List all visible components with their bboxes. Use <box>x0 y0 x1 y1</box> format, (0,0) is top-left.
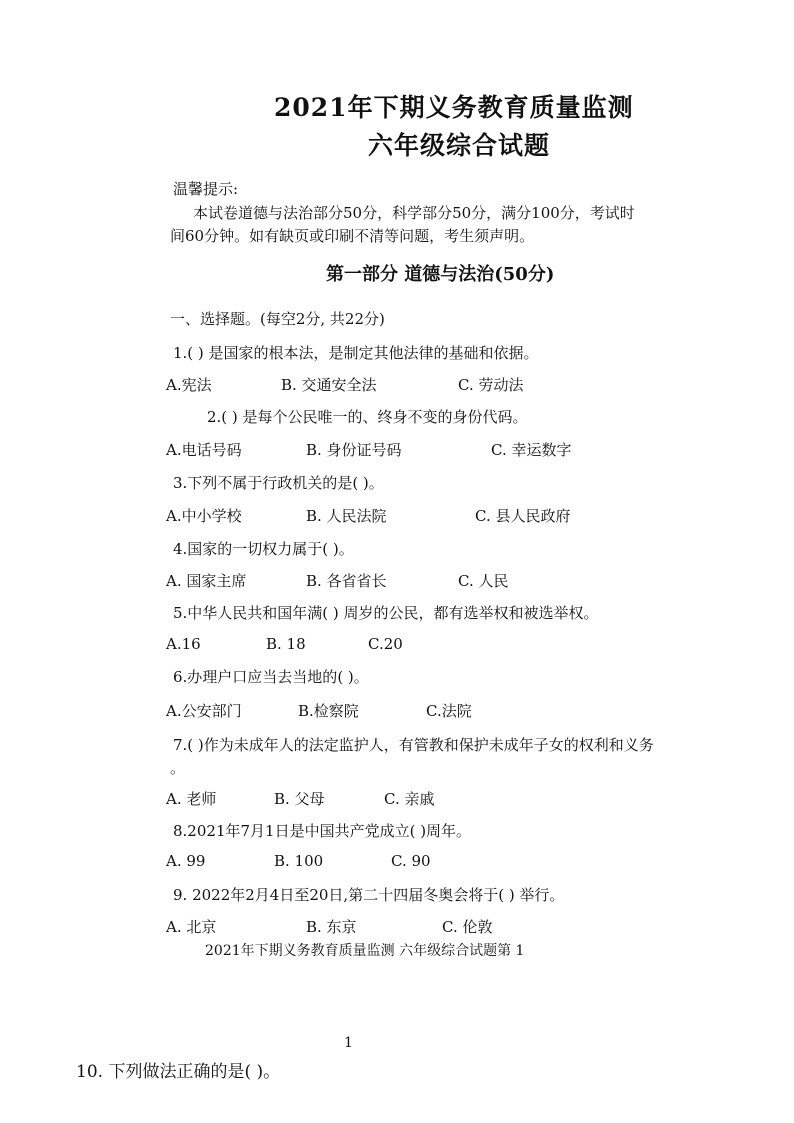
question-4: 4.国家的一切权力属于( )。 <box>173 540 354 558</box>
q8-option-c: C. 90 <box>391 852 431 870</box>
q7-option-c: C. 亲戚 <box>384 790 435 808</box>
q3-option-b: B. 人民法院 <box>306 507 387 525</box>
q9-option-b: B. 东京 <box>306 918 357 936</box>
q2-option-b: B. 身份证号码 <box>306 441 402 459</box>
exam-title-line1: 2021年下期义务教育质量监测 <box>274 93 634 122</box>
q9-option-a: A. 北京 <box>166 918 217 936</box>
q3-option-c: C. 县人民政府 <box>475 507 571 525</box>
q4-option-a: A. 国家主席 <box>166 572 247 590</box>
q2-option-c: C. 幸运数字 <box>491 441 572 459</box>
question-10: 10. 下列做法正确的是( )。 <box>76 1062 281 1082</box>
question-7-continuation: 。 <box>170 759 186 777</box>
running-footer: 2021年下期义务教育质量监测 六年级综合试题第 1 <box>205 943 525 959</box>
q8-option-a: A. 99 <box>166 852 206 870</box>
q6-option-a: A.公安部门 <box>166 702 242 720</box>
q4-option-c: C. 人民 <box>458 572 509 590</box>
q5-option-a: A.16 <box>166 635 201 653</box>
q1-option-c: C. 劳动法 <box>458 376 524 394</box>
tips-line1: 本试卷道德与法治部分50分，科学部分50分，满分100分，考试时 <box>193 204 635 222</box>
q8-option-b: B. 100 <box>274 852 324 870</box>
q1-option-a: A.宪法 <box>166 376 212 394</box>
q6-option-b: B.检察院 <box>298 702 359 720</box>
q9-option-c: C. 伦敦 <box>442 918 493 936</box>
question-2: 2.( ) 是每个公民唯一的、终身不变的身份代码。 <box>207 408 528 426</box>
question-3: 3.下列不属于行政机关的是( )。 <box>173 474 384 492</box>
question-9: 9. 2022年2月4日至20日,第二十四届冬奥会将于( ) 举行。 <box>173 886 565 904</box>
q5-option-c: C.20 <box>368 635 403 653</box>
tips-line2: 间60分钟。如有缺页或印刷不清等问题，考生须声明。 <box>170 227 535 245</box>
page-number: 1 <box>344 1035 353 1051</box>
q7-option-a: A. 老师 <box>166 790 217 808</box>
part1-heading: 第一部分 道德与法治(50分) <box>326 264 555 285</box>
q5-option-b: B. 18 <box>266 635 306 653</box>
q4-option-b: B. 各省省长 <box>306 572 387 590</box>
question-6: 6.办理户口应当去当地的( )。 <box>173 668 369 686</box>
exam-title-line2: 六年级综合试题 <box>368 131 551 160</box>
question-8: 8.2021年7月1日是中国共产党成立( )周年。 <box>173 822 472 840</box>
section1-heading: 一、选择题。(每空2分, 共22分) <box>170 310 385 328</box>
question-1: 1.( ) 是国家的根本法，是制定其他法律的基础和依据。 <box>173 344 539 362</box>
q6-option-c: C.法院 <box>426 702 472 720</box>
question-7: 7.( )作为未成年人的法定监护人，有管教和保护未成年子女的权利和义务 <box>173 736 654 754</box>
q7-option-b: B. 父母 <box>274 790 325 808</box>
q2-option-a: A.电话号码 <box>166 441 242 459</box>
q1-option-b: B. 交通安全法 <box>281 376 377 394</box>
q3-option-a: A.中小学校 <box>166 507 242 525</box>
tips-label: 温馨提示: <box>173 180 239 198</box>
question-5: 5.中华人民共和国年满( ) 周岁的公民，都有选举权和被选举权。 <box>173 604 599 622</box>
